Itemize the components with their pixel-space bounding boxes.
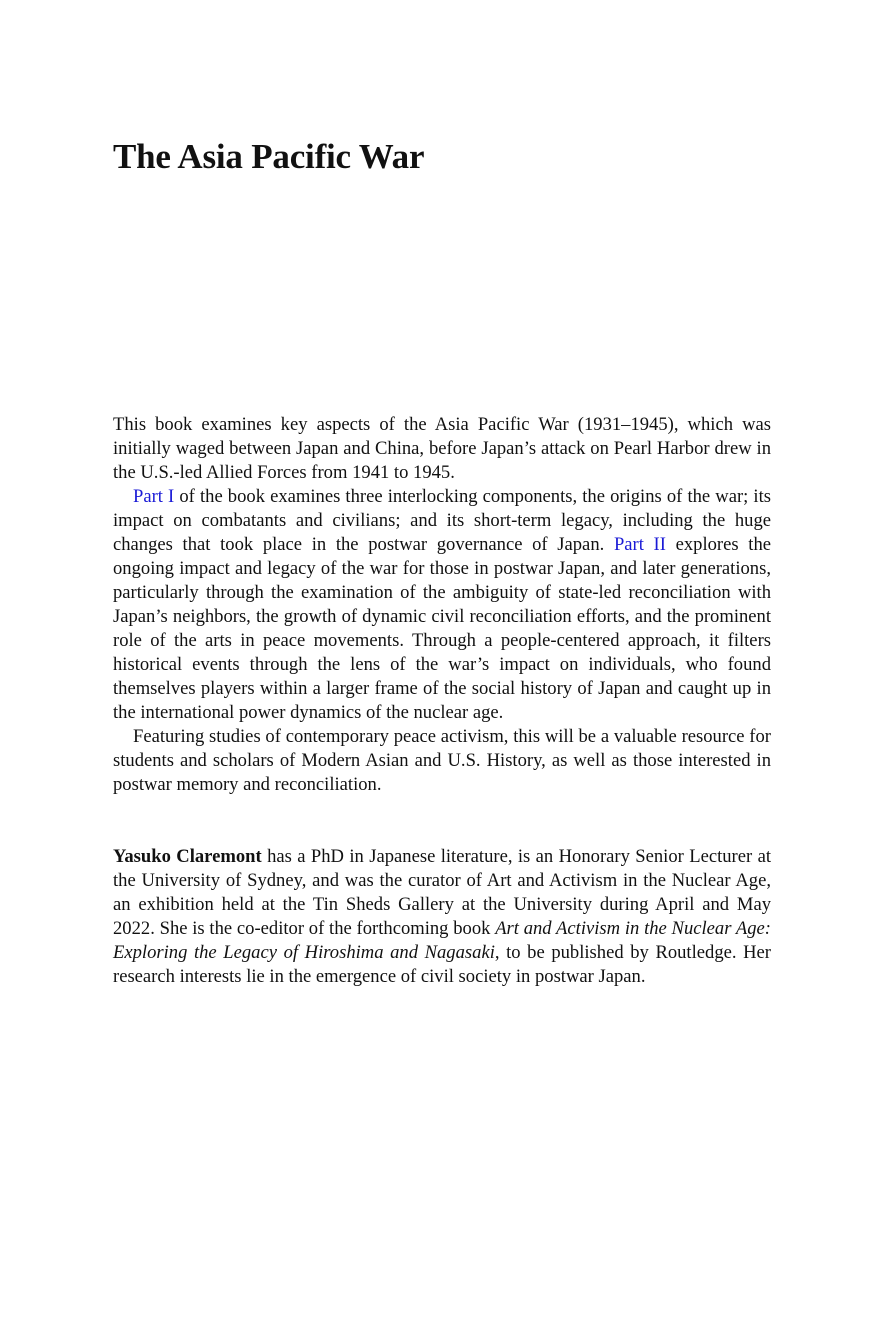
author-bio-text-b: , to be published by Routledge. Her research interests lie in the emergence of civil society in postwar Japan. xyxy=(113,942,771,987)
description-paragraph-2-text-b: explores the ongoing impact and legacy of the war for those in postwar Japan, and later generations, particularly through the examination of the ambiguity of state-led reconciliation with Japan’s neighbors, the growth of dynamic civil reconciliation efforts, and the prominent role of the arts in peace movements. Through a people-centered approach, it filters historical events through the lens of the war’s impact on individuals, who found themselves players within a larger frame of the social history of Japan and caught up in the international power dynamics of the nuclear age. xyxy=(113,534,771,723)
description-paragraph-1: This book examines key aspects of the Asia Pacific War (1931–1945), which was initially waged between Japan and China, before Japan’s attack on Pearl Harbor drew in the U.S.-led Allied Forces from 1941 to 1945. xyxy=(113,414,771,483)
description-paragraph-3: Featuring studies of contemporary peace activism, this will be a valuable resource for students and scholars of Modern Asian and U.S. History, as well as those interested in postwar memory and reconciliation. xyxy=(113,726,771,795)
description-paragraph-2-text-a: of the book examines three interlocking components, the origins of the war; its impact on combatants and civilians; and its short-term legacy, including the huge changes that took place in the postwar governance of Japan. xyxy=(113,486,771,555)
author-name: Yasuko Claremont xyxy=(113,846,262,867)
author-bio-text-a: has a PhD in Japanese literature, is an Honorary Senior Lecturer at the University of Sydney, and was the curator of Art and Activism in the Nuclear Age, an exhibition held at the Tin Sheds Gallery at the University during April and May 2022. She is the co-editor of the forthcoming book xyxy=(113,846,772,939)
forthcoming-book-title: Art and Activism in the Nuclear Age: Exploring the Legacy of Hiroshima and Nagasaki xyxy=(113,918,771,963)
book-description xyxy=(113,413,771,797)
author-bio xyxy=(113,845,771,989)
part-one-link[interactable]: Part I xyxy=(133,486,175,507)
description-paragraph-2 xyxy=(113,485,771,725)
book-title: The Asia Pacific War xyxy=(113,137,425,176)
part-two-link[interactable]: Part II xyxy=(613,534,666,555)
